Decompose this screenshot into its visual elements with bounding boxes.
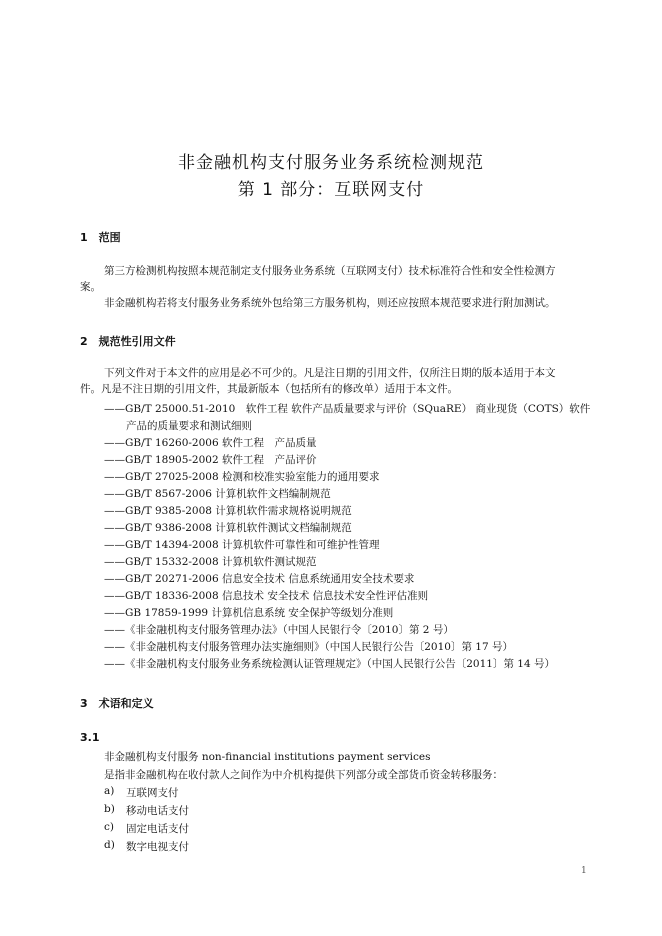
section-1-para2: 非金融机构若将支付服务业务系统外包给第三方服务机构，则还应按照本规范要求进行附加测试。 (104, 297, 556, 309)
reference-item: ——《非金融机构支付服务管理办法实施细则》（中国人民银行公告〔2010〕第 17 号） (104, 641, 514, 653)
list-item-text: 互联网支付 (126, 787, 179, 799)
list-item-text: 移动电话支付 (126, 805, 189, 817)
section-1-heading: 1 范围 (80, 231, 121, 244)
list-item-text: 数字电视支付 (126, 841, 189, 853)
section-1-para1-line1: 第三方检测机构按照本规范制定支付服务业务系统（互联网支付）技术标准符合性和安全性检测方 (104, 265, 556, 277)
reference-item: ——GB/T 8567-2006 计算机软件文档编制规范 (104, 488, 331, 500)
reference-item: ——GB/T 15332-2008 计算机软件测试规范 (104, 556, 317, 568)
reference-item: ——GB/T 9386-2008 计算机软件测试文档编制规范 (104, 522, 352, 534)
reference-item: ——GB/T 27025-2008 检测和校准实验室能力的通用要求 (104, 471, 380, 483)
reference-item: ——GB/T 20271-2006 信息安全技术 信息系统通用安全技术要求 (104, 573, 415, 585)
document-subtitle: 第 1 部分：互联网支付 (237, 180, 425, 200)
section-3-1-number: 3.1 (80, 731, 100, 744)
reference-item: ——GB/T 18905-2002 软件工程 产品评价 (104, 454, 317, 466)
term-definition: 是指非金融机构在收付款人之间作为中介机构提供下列部分或全部货币资金转移服务： (104, 769, 503, 781)
term-name: 非金融机构支付服务 non-financial institutions payment services (104, 751, 431, 763)
section-2-intro-line2: 件。凡是不注日期的引用文件，其最新版本（包括所有的修改单）适用于本文件。 (80, 383, 458, 395)
reference-item: ——《非金融机构支付服务管理办法》（中国人民银行令〔2010〕第 2 号） (104, 624, 454, 636)
reference-item: ——GB/T 25000.51-2010 软件工程 软件产品质量要求与评价（SQuaRE） 商业现货（COTS）软件 (104, 403, 591, 415)
list-item-label: b) (104, 803, 115, 815)
page-number: 1 (581, 866, 587, 876)
list-item-label: a) (104, 785, 115, 797)
reference-item: ——GB/T 14394-2008 计算机软件可靠性和可维护性管理 (104, 539, 380, 551)
document-title: 非金融机构支付服务业务系统检测规范 (178, 153, 484, 173)
reference-item: ——GB/T 9385-2008 计算机软件需求规格说明规范 (104, 505, 352, 517)
section-2-heading: 2 规范性引用文件 (80, 335, 176, 348)
section-2-intro-line1: 下列文件对于本文件的应用是必不可少的。凡是注日期的引用文件，仅所注日期的版本适用于本文 (104, 367, 556, 379)
reference-item-continuation: 产品的质量要求和测试细则 (126, 420, 252, 432)
list-item-label: d) (104, 839, 115, 851)
reference-item: ——GB 17859-1999 计算机信息系统 安全保护等级划分准则 (104, 607, 394, 619)
list-item-text: 固定电话支付 (126, 823, 189, 835)
reference-item: ——GB/T 18336-2008 信息技术 安全技术 信息技术安全性评估准则 (104, 590, 429, 602)
section-1-para1-line2: 案。 (80, 281, 101, 293)
list-item-label: c) (104, 821, 114, 833)
reference-item: ——GB/T 16260-2006 软件工程 产品质量 (104, 437, 317, 449)
reference-item: ——《非金融机构支付服务业务系统检测认证管理规定》（中国人民银行公告〔2011〕第 14 号） (104, 658, 556, 670)
section-3-heading: 3 术语和定义 (80, 697, 154, 710)
